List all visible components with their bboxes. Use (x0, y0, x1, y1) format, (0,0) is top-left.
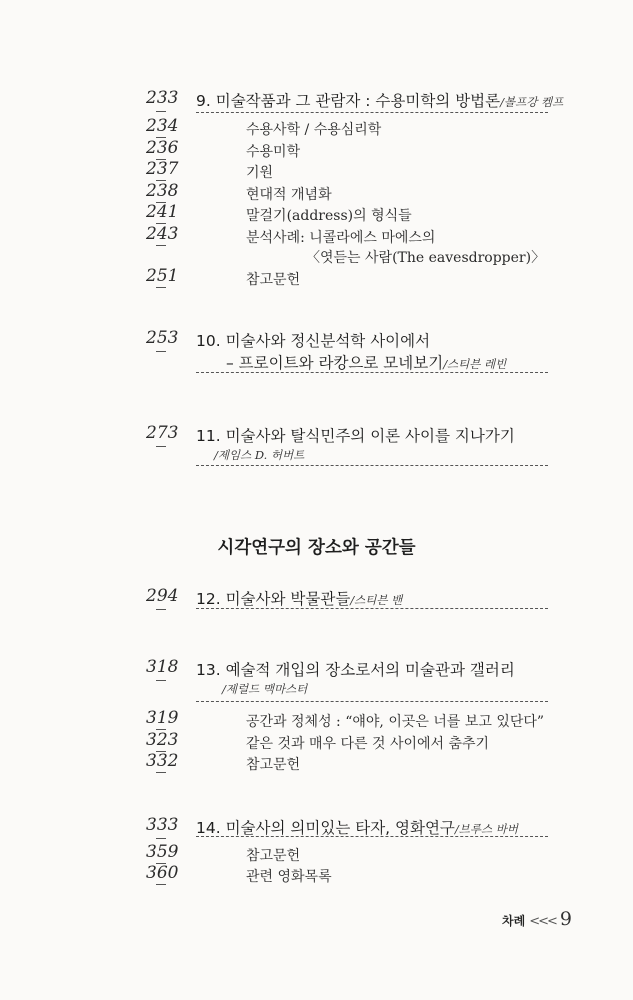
entry-author: /제럴드 맥마스터 (222, 682, 308, 696)
sub-entry[interactable]: 말걸기(address)의 형식들 (246, 208, 412, 224)
sub-page-number: 237 (146, 159, 179, 179)
dashed-divider (196, 112, 548, 113)
sub-entry[interactable]: 수용사학 / 수용심리학 (246, 122, 382, 138)
dashed-divider (196, 701, 548, 702)
dashed-divider (196, 465, 548, 466)
sub-entry[interactable]: 분석사례: 니콜라에스 마에스의 (246, 230, 436, 246)
sub-page-number: 360 (146, 863, 179, 883)
entry-title[interactable] (196, 587, 402, 609)
entry-page-number: 233 (146, 88, 179, 108)
entry-author: /스티븐 레빈 (443, 357, 507, 371)
dashed-divider (196, 836, 548, 837)
sub-page-number: 243 (146, 224, 179, 244)
sub-entry[interactable]: 같은 것과 매우 다른 것 사이에서 춤추기 (246, 736, 490, 752)
sub-page-number: 323 (146, 730, 179, 750)
sub-page-number: 241 (146, 202, 179, 222)
sub-page-number: 359 (146, 842, 179, 862)
sub-page-number: 251 (146, 266, 179, 286)
entry-title-text: 14. 미술사의 의미있는 타자, 영화연구 (196, 819, 455, 837)
sub-page-number: 234 (146, 116, 179, 136)
sub-entry[interactable]: 참고문헌 (246, 757, 301, 773)
entry-page-number: 253 (146, 328, 179, 348)
entry-author: /브루스 바버 (454, 822, 518, 836)
entry-page-number: 273 (146, 423, 179, 443)
sub-entry[interactable]: 관련 영화목록 (246, 869, 332, 885)
sub-page-number: 238 (146, 181, 179, 201)
footer-label: 차례 (502, 914, 526, 928)
entry-title-text: 12. 미술사와 박물관들 (196, 590, 351, 608)
footer-page-number: 9 (559, 908, 572, 930)
entry-subtitle-text: – 프로이트와 라캉으로 모네보기 (226, 354, 444, 372)
sub-entry[interactable]: 현대적 개념화 (246, 187, 332, 203)
sub-entry[interactable]: 참고문헌 (246, 272, 301, 288)
entry-title-line2[interactable] (226, 351, 506, 373)
entry-title[interactable]: 10. 미술사와 정신분석학 사이에서 (196, 332, 431, 350)
sub-page-number: 319 (146, 708, 179, 728)
entry-author: /스티븐 밴 (350, 593, 403, 607)
sub-entry[interactable]: 수용미학 (246, 144, 301, 160)
entry-title-text: 9. 미술작품과 그 관람자 : 수용미학의 방법론 (196, 92, 501, 110)
entry-title[interactable] (196, 816, 518, 838)
dashed-divider (196, 608, 548, 609)
entry-author: /볼프강 켐프 (500, 95, 564, 109)
sub-entry[interactable]: 기원 (246, 165, 274, 181)
sub-entry-continuation: 〈엿듣는 사람(The eavesdropper)〉 (306, 250, 546, 266)
chevron-left-icon: <<< (529, 914, 556, 929)
section-heading: 시각연구의 장소와 공간들 (217, 538, 416, 558)
sub-entry[interactable]: 공간과 정체성 : “얘야, 이곳은 너를 보고 있단다” (246, 714, 545, 730)
page-footer (502, 908, 572, 930)
entry-page-number: 333 (146, 815, 179, 835)
entry-author: /제임스 D. 허버트 (214, 448, 305, 462)
entry-page-number: 294 (146, 586, 179, 606)
entry-title[interactable] (196, 89, 563, 111)
entry-title[interactable]: 11. 미술사와 탈식민주의 이론 사이를 지나가기 (196, 427, 515, 445)
sub-page-number: 332 (146, 751, 179, 771)
sub-page-number: 236 (146, 138, 179, 158)
sub-entry[interactable]: 참고문헌 (246, 848, 301, 864)
entry-page-number: 318 (146, 657, 179, 677)
dashed-divider (196, 372, 548, 373)
entry-title[interactable]: 13. 예술적 개입의 장소로서의 미술관과 갤러리 (196, 661, 515, 679)
